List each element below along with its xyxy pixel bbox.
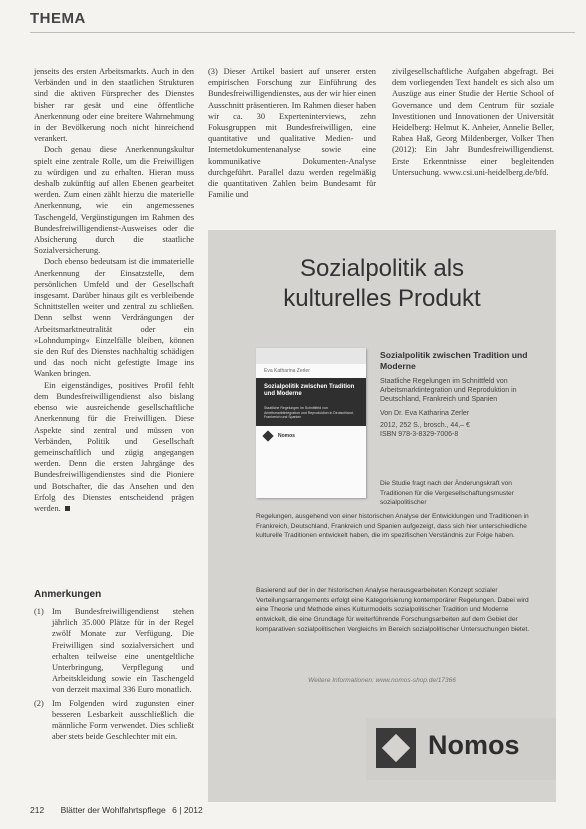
annotations-list	[34, 606, 194, 744]
nomos-diamond-logo-icon	[376, 728, 416, 768]
annotation-text: Im Bundesfreiwilligendienst stehen jährlich 35.000 Plätze für in der Regel zwölf Monate zur Verfügung. Die Freiwilligen sind sozialversichert und erhalten teilweise eine unentgeltliche Unterbringung, Verpflegung und Arbeitskleidung sowie ein Taschengeld von derzeit maximal 336 Euro monatlich.	[52, 607, 194, 695]
column-right	[392, 66, 554, 178]
paragraph	[34, 380, 194, 514]
ad-description: Die Studie fragt nach der Änderungskraft von Traditionen für die Vergesellschaftungsmuster sozialpolitischer	[380, 480, 514, 507]
book-cover-image	[256, 348, 366, 498]
book-advertisement	[208, 230, 556, 802]
book-author: Von Dr. Eva Katharina Zerler	[380, 410, 470, 417]
annotation-item	[34, 698, 194, 743]
brand-name: Nomos	[428, 730, 520, 760]
column-left	[34, 66, 194, 514]
cover-publisher: Nomos	[278, 433, 295, 439]
ad-headline-line: Sozialpolitik als	[299, 255, 465, 282]
ad-order-line: Weitere Informationen: www.nomos-shop.de/17366	[308, 677, 456, 684]
ad-headline	[208, 254, 556, 314]
paragraph: Doch ebenso bedeutsam ist die immaterielle Anerkennung der Einsatzstelle, dem persönlichen Umfeld und der Gesellschaft insgesamt. Darüber hinaus gilt es verbleibende Schnittstellen weiter und zentral zu schließen. Denn selbst wenn Verdrängungen der Arbeitsmarktneutralität oder ein »Lohndumping« Einzelfälle bleiben, können sie den Ruf des Dienstes nachhaltig schädigen und das noch nicht gefestigte Image ins Wanken bringen.	[34, 257, 194, 379]
nomos-logo-icon	[262, 430, 273, 441]
book-isbn: ISBN 978-3-8329-7006-8	[380, 431, 459, 438]
annotation-item	[34, 606, 194, 696]
annotation-number: (1)	[34, 607, 44, 616]
page-footer	[30, 805, 207, 815]
issue-number: 6 | 2012	[172, 805, 203, 815]
book-subtitle: Staatliche Regelungen im Schnittfeld von Arbeitsmarktintegration und Reproduktion in Deutschland, Frankreich und Spanien	[380, 378, 517, 403]
ad-description: Basierend auf der in der historischen Analyse herausgearbeiteten Konzept sozialer Verteilungsarrangements erfolgt eine Kategorisierung kontemporärer Regelungen. Dabei wird eine Theorie und Methode eines Kulturmodells sozialpolitischer Tradition und Moderne entwickelt, die eine Grundlage für weiterführende Forschungsarbeiten auf dem Gebiet der komparativen sozialpolitischen Vergleichs im Bereich sozialpolitischer Untersuchungen bietet.	[256, 587, 530, 633]
paragraph: zivilgesellschaftliche Aufgaben abgefragt. Bei dem vorliegenden Text handelt es sich also um Auszüge aus einer Studie der Hertie School of Governance und dem Centrum für soziale Investitionen und Innovationen der Universität Heidelberg: Helmut K. Anheier, Annelie Beller, Rabea Haß, Georg Mildenberger, Volker Then (2012): Ein Jahr Bundesfreiwilligendienst. Erste Erkenntnisse einer begleitenden Untersuchung. www.csi.uni-heidelberg.de/bfd.	[392, 67, 554, 177]
paragraph: (3) Dieser Artikel basiert auf unserer ersten empirischen Forschung zur Einführung des Bundesfreiwilligendienstes, aus der wir hier einen Ausschnitt präsentieren. Im Rahmen dieser haben wir ca. 30 Experteninterviews, zehn Fokusgruppen mit Bundesfreiwilligen, eine quantitative und qualitative Medien- und Internetdokumentenanalyse sowie eine kommunikative Dokumenten-Analyse durchgeführt. Parallel dazu werden regelmäßig die quantitativen Zahlen beim Bundesamt für Familie und	[208, 67, 376, 200]
paragraph: jenseits des ersten Arbeitsmarkts. Auch in den Verbänden und in den staatlichen Strukturen sind die aktiven Fürsprecher des Dienstes bisher rar gesät und eine öffentliche Anerkennung oder eine breitere Wahrnehmung in der Bevölkerung noch nicht hinreichend verankert.	[34, 67, 194, 144]
page-number: 212	[30, 805, 45, 815]
column-middle	[208, 66, 376, 200]
ad-headline-line: kulturelles Produkt	[283, 285, 481, 312]
cover-title: Sozialpolitik zwischen Tradition und Moderne	[264, 384, 355, 397]
end-mark-icon	[65, 506, 70, 511]
book-publication-details: 2012, 252 S., brosch., 44,– €	[380, 422, 470, 429]
cover-author: Eva Katharina Zerler	[264, 368, 310, 374]
cover-subtitle: Staatliche Regelungen im Schnittfeld von Arbeitsmarktintegration und Reproduktion in Deutschland, Frankreich und Spanien	[264, 406, 354, 419]
annotation-text: Im Folgenden wird zugunsten einer besseren Lesbarkeit ausschließlich die männliche Form verwendet. Dies schließt aber stets beide Geschlechter mit ein.	[52, 698, 194, 742]
section-label: THEMA	[30, 10, 86, 27]
cover-band	[256, 348, 366, 364]
paragraph-text: Ein eigenständiges, positives Profil fehlt dem Bundesfreiwilligendienst also bislang ebenso wie ausreichende gesellschaftliche Anerkennung für die Freiwilligen. Diese Aspekte sind zentral und müssen von Verbänden, Politik und Gesellschaft gemeinschaftlich und zügig angegangen werden. Denn die ersten Jahrgänge des Bundesfreiwilligendienstes sind die Pioniere und Botschafter, die das Ansehen und den Erfolg des Dienstes entscheidend prägen werden.	[34, 380, 194, 513]
page-header	[30, 10, 575, 33]
book-info	[380, 350, 540, 439]
book-title: Sozialpolitik zwischen Tradition und Moderne	[380, 350, 528, 371]
paragraph: Doch genau diese Anerkennungskultur spielt eine zentrale Rolle, um die Freiwilligen zu würdigen und zu erhalten. Hieran muss deshalb zukünftig auf allen Ebenen gearbeitet werden. Zum einen zählt hierzu die materielle Anerkennung, wie ein angemessenes Taschengeld, Vergünstigungen im Rahmen des Bundesfreiwilligendienst-Ausweises oder die Absicherung durch die staatliche Sozialversicherung.	[34, 145, 194, 256]
ad-description: Regelungen, ausgehend von einer historischen Analyse der Entwicklungen und Traditionen in Frankreich, Deutschland, Frankreich und Spanien aufgezeigt, dass sich hier unterschiedliche kulturelle Traditionen entwickelt haben, die im spezifischen Verständnis zur Folge haben.	[256, 513, 529, 540]
annotation-number: (2)	[34, 698, 44, 708]
annotations-title: Anmerkungen	[34, 589, 102, 600]
publication-title: Blätter der Wohlfahrtspflege	[60, 805, 166, 815]
